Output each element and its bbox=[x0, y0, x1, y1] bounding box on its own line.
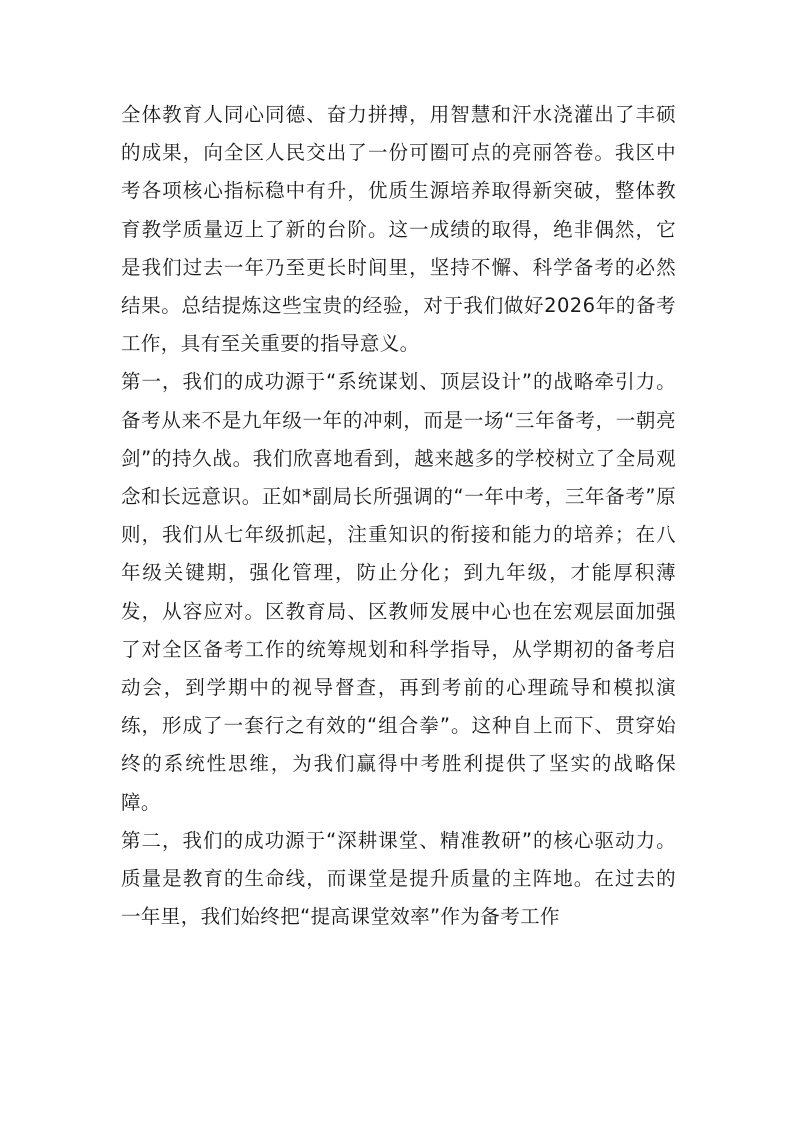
body-text bbox=[121, 96, 676, 936]
paragraph-intro: 全体教育人同心同德、奋力拼搏，用智慧和汗水浇灌出了丰硕的成果，向全区人民交出了一份可圈可点的亮丽答卷。我区中考各项核心指标稳中有升，优质生源培养取得新突破，整体教育教学质量迈上了新的台阶。这一成绩的取得，绝非偶然，它是我们过去一年乃至更长时间里，坚持不懈、科学备考的必然结果。总结提炼这些宝贵的经验，对于我们做好2026年的备考工作，具有至关重要的指导意义。 bbox=[121, 103, 676, 356]
paragraph-point-two: 第二，我们的成功源于“深耕课堂、精准教研”的核心驱动力。质量是教育的生命线，而课堂是提升质量的主阵地。在过去的一年里，我们始终把“提高课堂效率”作为备考工作 bbox=[121, 828, 676, 929]
paragraph-point-one: 第一，我们的成功源于“系统谋划、顶层设计”的战略牵引力。备考从来不是九年级一年的冲刺，而是一场“三年备考，一朝亮剑”的持久战。我们欣喜地看到，越来越多的学校树立了全局观念和长远意识。正如*副局长所强调的“一年中考，三年备考”原则，我们从七年级抓起，注重知识的衔接和能力的培养；在八年级关键期，强化管理，防止分化；到九年级，才能厚积薄发，从容应对。区教育局、区教师发展中心也在宏观层面加强了对全区备考工作的统筹规划和科学指导，从学期初的备考启动会，到学期中的视导督查，再到考前的心理疏导和模拟演练，形成了一套行之有效的“组合拳”。这种自上而下、贯穿始终的系统性思维，为我们赢得中考胜利提供了坚实的战略保障。 bbox=[121, 370, 676, 814]
